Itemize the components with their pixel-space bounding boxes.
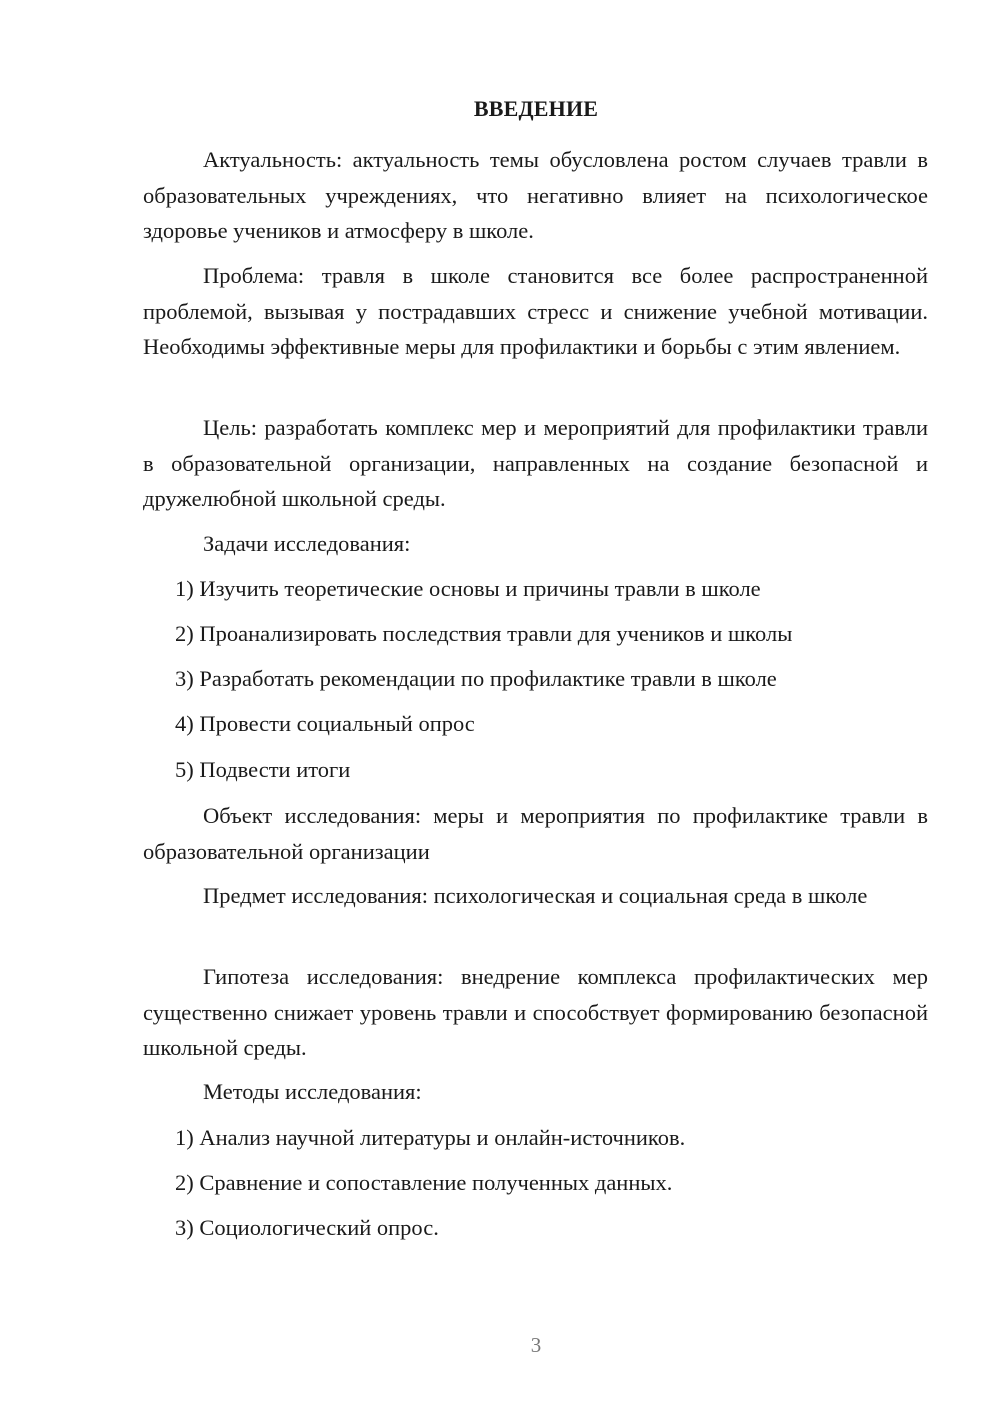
goal-paragraph: Цель: разработать комплекс мер и мероприятий для профилактики травли в образовательной организации, направленных на создание безопасной и дружелюбной школьной среды. (143, 415, 928, 511)
task-item: 1) Изучить теоретические основы и причины травли в школе (175, 576, 761, 601)
tasks-heading: Задачи исследования: (203, 531, 411, 556)
methods-heading: Методы исследования: (203, 1079, 422, 1104)
object-paragraph: Объект исследования: меры и мероприятия по профилактике травли в образовательной организации (143, 803, 928, 864)
problem-paragraph: Проблема: травля в школе становится все более распространенной проблемой, вызывая у пострадавших стресс и снижение учебной мотивации. Необходимы эффективные меры для профилактики и борьбы с этим явлением. (143, 263, 928, 359)
task-item: 5) Подвести итоги (175, 757, 351, 782)
page-number: 3 (530, 1333, 542, 1357)
method-item: 2) Сравнение и сопоставление полученных данных. (175, 1170, 673, 1195)
method-item: 1) Анализ научной литературы и онлайн-источников. (175, 1125, 686, 1150)
method-item: 3) Социологический опрос. (175, 1215, 439, 1240)
relevance-paragraph: Актуальность: актуальность темы обусловлена ростом случаев травли в образовательных учреждениях, что негативно влияет на психологическое здоровье учеников и атмосферу в школе. (143, 147, 928, 243)
hypothesis-paragraph: Гипотеза исследования: внедрение комплекса профилактических мер существенно снижает уровень травли и способствует формированию безопасной школьной среды. (143, 964, 928, 1060)
page-title: ВВЕДЕНИЕ (473, 96, 599, 121)
task-item: 2) Проанализировать последствия травли для учеников и школы (175, 621, 793, 646)
task-item: 4) Провести социальный опрос (175, 711, 475, 736)
subject-paragraph: Предмет исследования: психологическая и социальная среда в школе (203, 883, 868, 908)
task-item: 3) Разработать рекомендации по профилактике травли в школе (175, 666, 777, 691)
